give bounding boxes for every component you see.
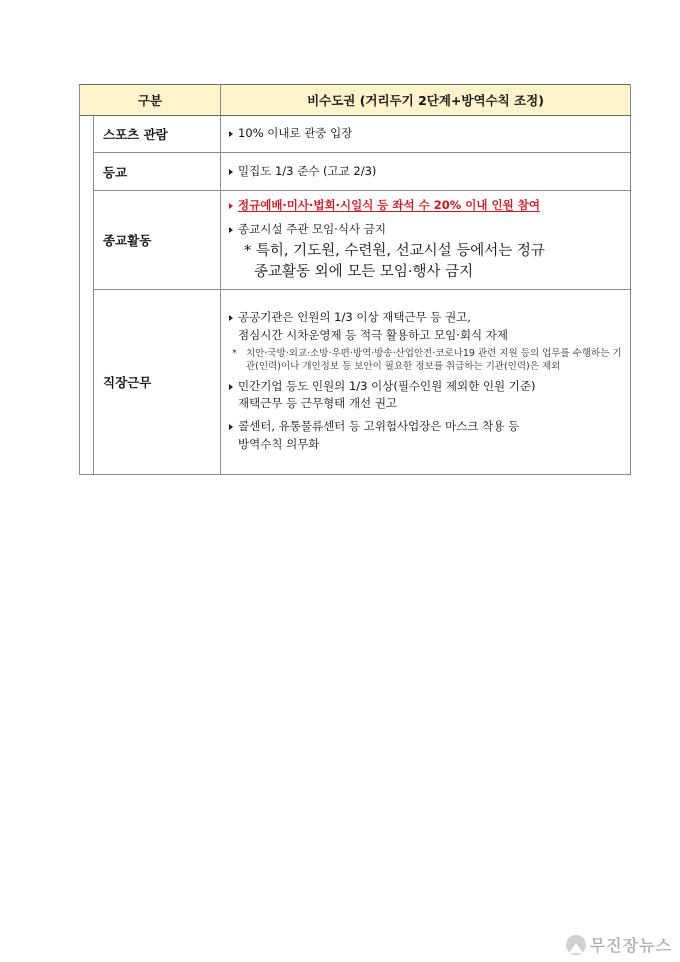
watermark-text: 무진장뉴스 [589, 936, 672, 955]
bullet-item [228, 418, 622, 454]
bullet-item [228, 378, 622, 414]
work-item1-line1: 공공기관은 인원의 1/3 이상 재택근무 등 권고, [238, 310, 471, 325]
table-row-sports [80, 116, 631, 153]
bullet-item: 종교시설 주관 모임·식사 금지 [228, 221, 622, 239]
religion-note-line1: * 특히, 기도원, 수련원, 선교시설 등에서는 정규 [244, 242, 545, 259]
work-item1-line2: 점심시간 시차운영제 등 적극 활용하고 모임·회식 자제 [238, 328, 508, 343]
work-item2-line2: 재택근무 등 근무형태 개선 권고 [238, 396, 398, 411]
note-star: * [232, 348, 237, 360]
table-header-row [80, 85, 631, 116]
header-category: 구분 [80, 85, 221, 116]
work-small-note [228, 348, 622, 374]
category-school: 등교 [94, 153, 221, 191]
highlight-item: 정규예배·미사·법회·시일식 등 좌석 수 20% 이내 인원 참여 [228, 197, 622, 215]
indent-cell [80, 116, 94, 475]
content-work [221, 289, 631, 474]
table-row-religion [80, 191, 631, 290]
religion-note-line2: 종교활동 외에 모든 모임·행사 금지 [254, 263, 474, 280]
category-religion: 종교활동 [94, 191, 221, 290]
bullet-item: 10% 이내로 관중 입장 [228, 125, 622, 143]
work-item2-line1: 민간기업 등도 인원의 1/3 이상(필수인원 제외한 인원 기준) [238, 378, 536, 393]
category-work: 직장근무 [94, 289, 221, 474]
header-column: 비수도권 (거리두기 2단계+방역수칙 조정) [221, 85, 631, 116]
work-item3-line1: 콜센터, 유통물류센터 등 고위험사업장은 마스크 착용 등 [238, 419, 520, 434]
table-row-school [80, 153, 631, 191]
bullet-item [228, 309, 622, 345]
content-religion [221, 191, 631, 290]
work-item3-line2: 방역수칙 의무화 [238, 437, 320, 452]
religion-note [228, 241, 622, 283]
work-small-note-text: 치안·국방·외교·소방·우편·방역·방송·산업안전·코로나19 관련 지원 등의 업무를 수행하는 기관(인력)이나 개인정보 등 보안이 필요한 정보를 취급하는 기관(인력)은 제외 [246, 348, 622, 372]
category-sports: 스포츠 관람 [94, 116, 221, 153]
content-sports [221, 116, 631, 153]
table-row-work [80, 289, 631, 474]
bullet-item: 밀집도 1/3 준수 (고교 2/3) [228, 163, 622, 181]
policy-table [79, 84, 631, 475]
mountain-logo-icon [566, 935, 586, 955]
watermark [566, 933, 672, 956]
content-school [221, 153, 631, 191]
